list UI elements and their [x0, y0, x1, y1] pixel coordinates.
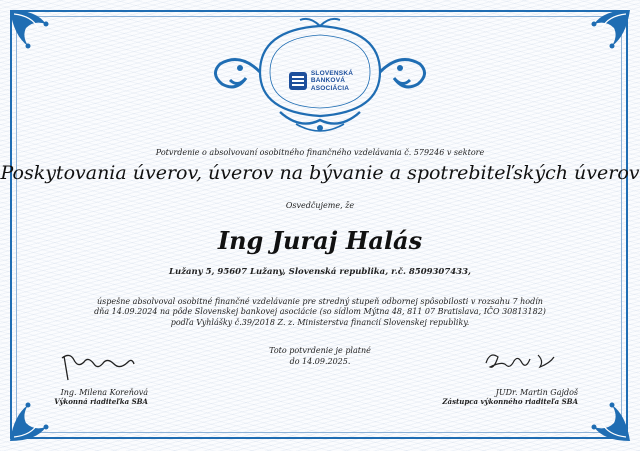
logo-line-2: BANKOVÁ	[310, 77, 346, 85]
holder-address: Lužany 5, 95607 Lužany, Slovenská republika, r.č. 8509307433,	[169, 267, 471, 277]
signatory-right-name: JUDr. Martin Gajdoš	[495, 388, 578, 397]
sba-logo-text	[311, 70, 353, 93]
corner-ornament-top-right	[574, 6, 634, 66]
logo-line-3: ASOCIÁCIA	[310, 84, 350, 92]
signature-right	[480, 347, 560, 377]
holder-name: Ing Juraj Halás	[217, 226, 423, 255]
body-line-2: dňa 14.09.2024 na pôde Slovenskej bankovej asociácie (so sídlom Mýtna 48, 811 07 Bratislava, IČO 30813182)	[94, 307, 546, 316]
corner-ornament-bottom-right	[574, 385, 634, 445]
signatory-left-role: Výkonná riaditeľka SBA	[54, 397, 148, 406]
certificate-intro: Potvrdenie o absolvovaní osobitného finančného vzdelávania č. 579246 v sektore	[155, 148, 485, 157]
sba-logo-icon	[289, 72, 307, 90]
body-line-3: podľa Vyhlášky č.39/2018 Z. z. Ministerstva financií Slovenskej republiky.	[170, 318, 470, 327]
validity-line-1: Toto potvrdenie je platné	[269, 346, 371, 355]
sba-logo	[276, 58, 366, 104]
certify-text: Osvedčujeme, že	[285, 201, 355, 210]
signature-block-right	[440, 388, 578, 406]
corner-ornament-top-left	[6, 6, 66, 66]
body-line-1: úspešne absolvoval osobitné finančné vzdelávanie pre stredný stupeň odbornej spôsobilosti v rozsahu 7 hodín	[97, 297, 543, 306]
certificate-sector: Poskytovania úverov, úverov na bývanie a spotrebiteľských úverov	[0, 162, 640, 184]
logo-line-1: SLOVENSKÁ	[310, 69, 354, 77]
signatory-left-name: Ing. Milena Koreňová	[60, 388, 148, 397]
signatory-right-role: Zástupca výkonného riaditeľa SBA	[442, 397, 578, 406]
validity-line-2: do 14.09.2025.	[289, 357, 351, 366]
signature-block-left	[40, 388, 148, 406]
signature-left	[58, 350, 138, 384]
